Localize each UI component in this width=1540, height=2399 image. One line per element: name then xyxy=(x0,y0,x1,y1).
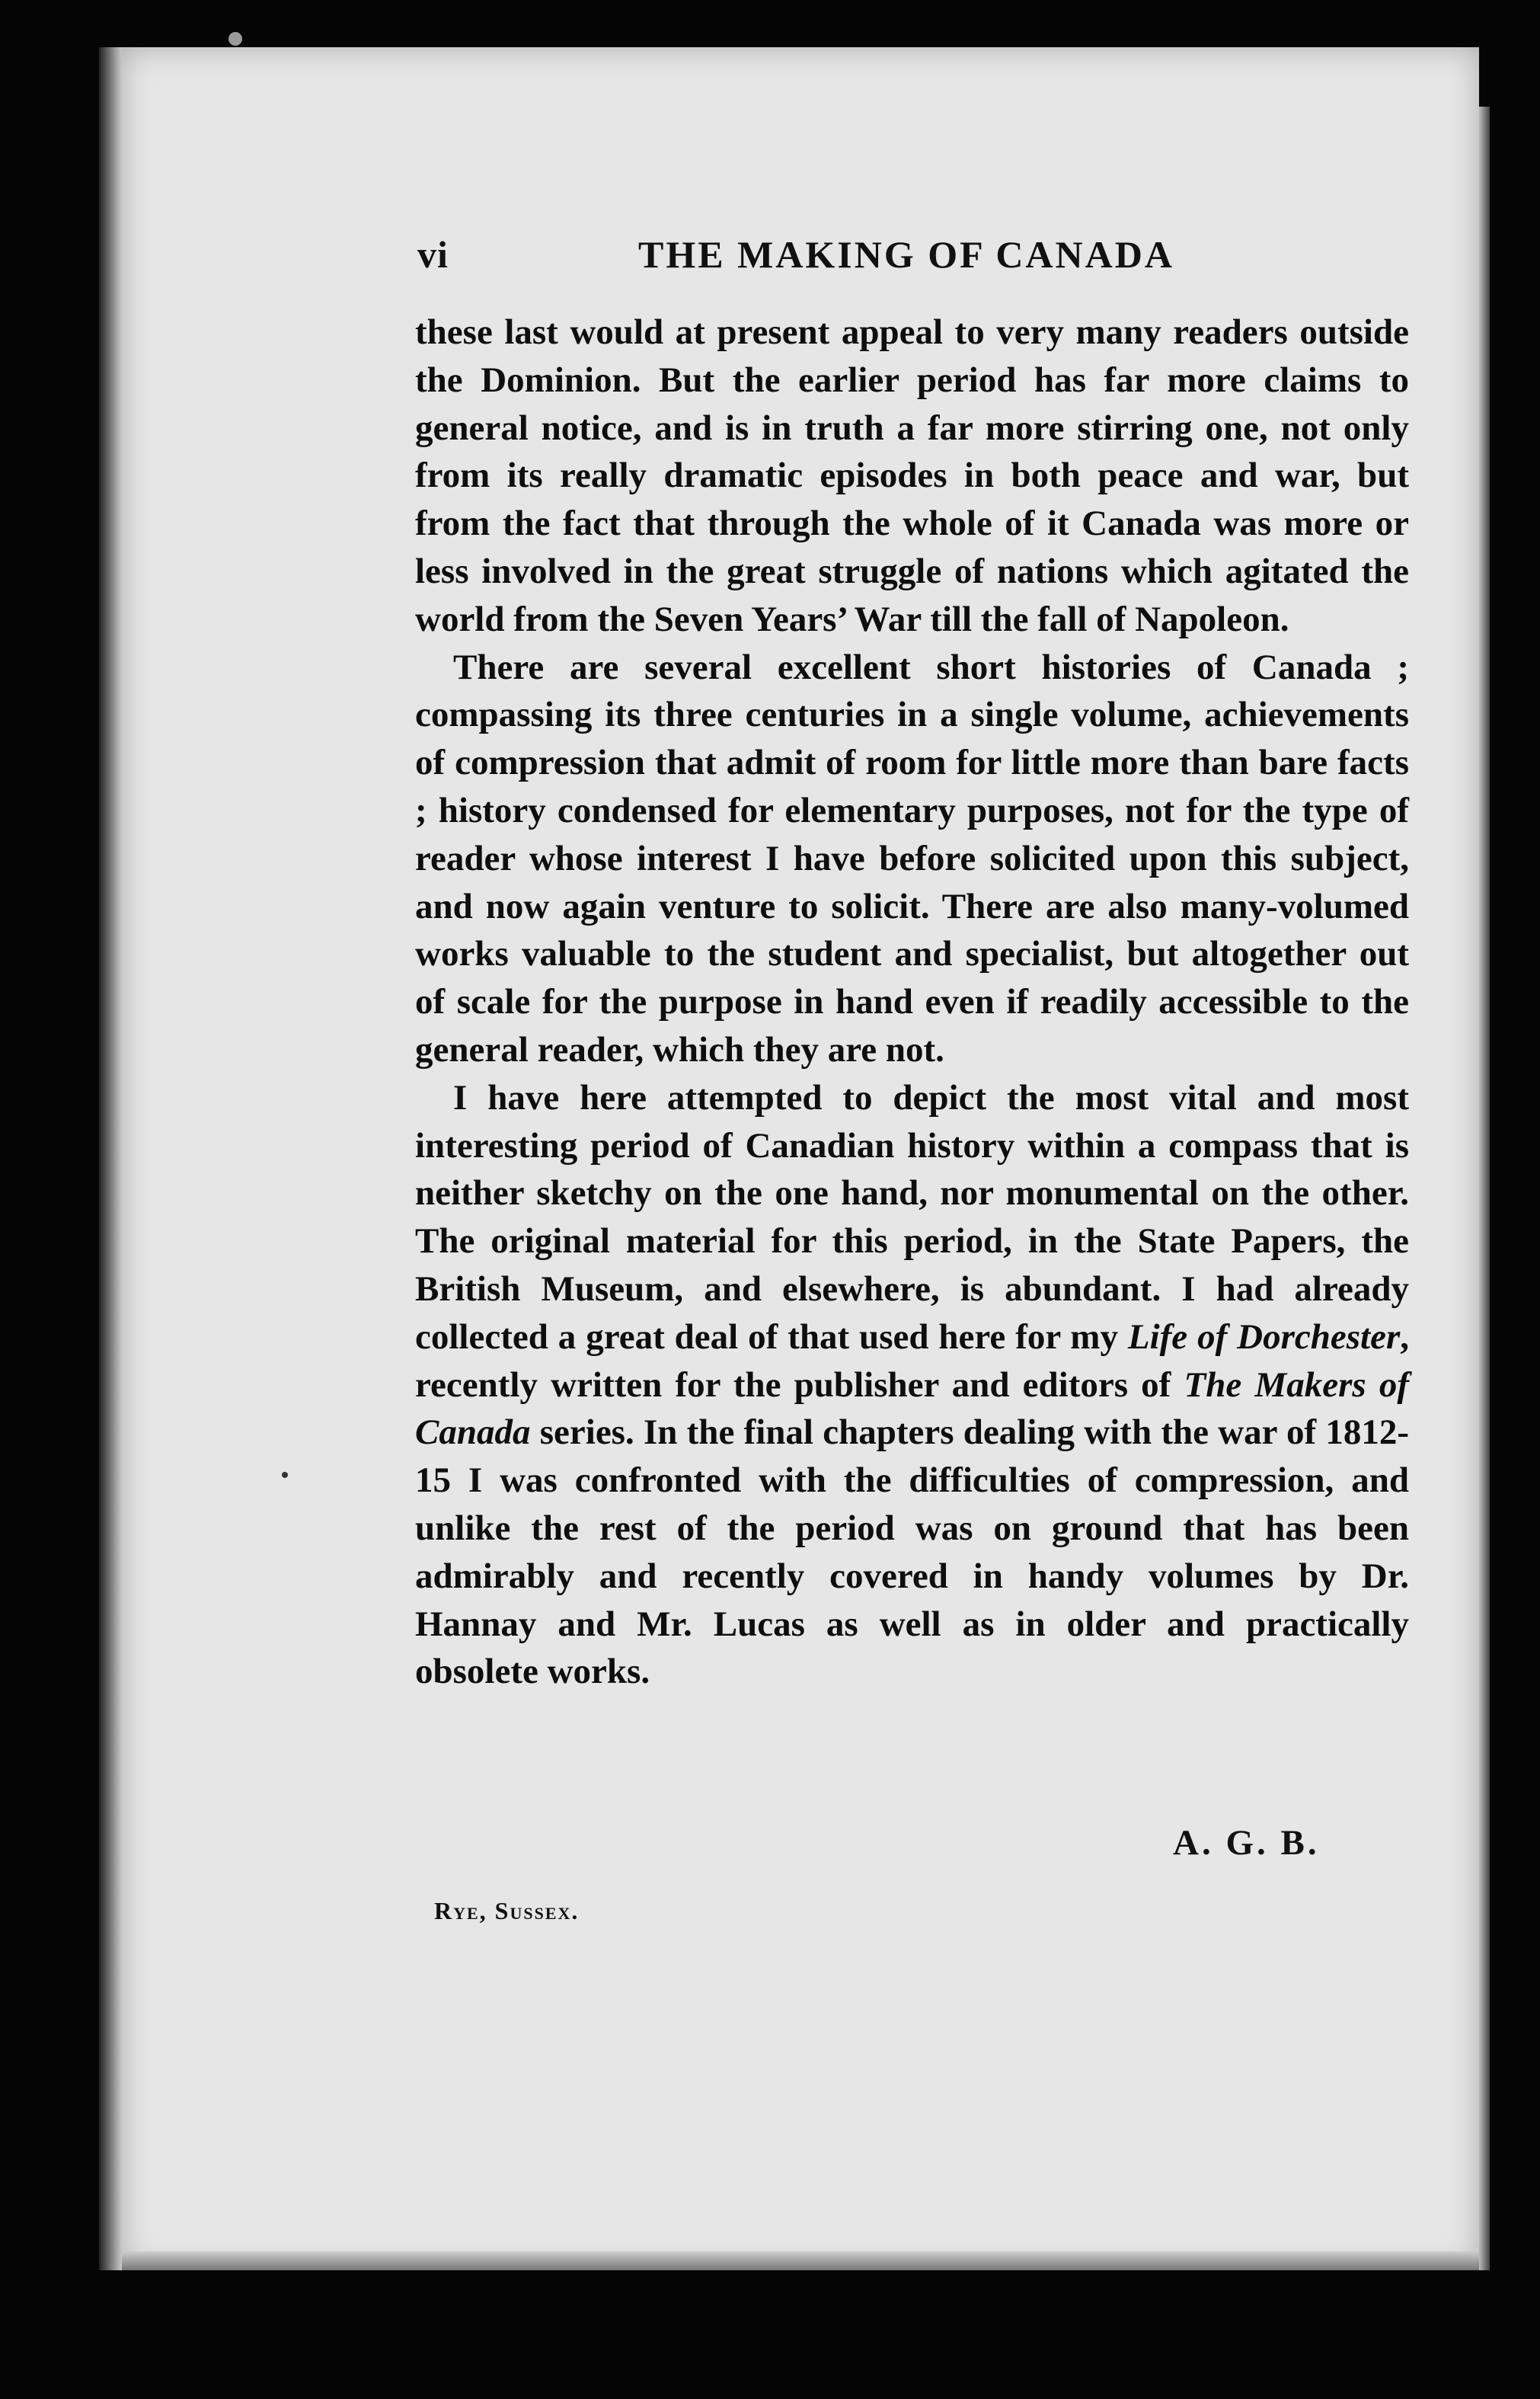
paragraph xyxy=(415,1074,1409,1696)
text-run: I have here attempted to depict the most vital and most interesting period of Canadian history within a compass that is neither sketchy on the one hand, nor monumental on the other. The original material for this period, in the State Papers, the British Museum, and elsewhere, is abundant. I had already collected a great deal of that used here for my xyxy=(415,1077,1409,1357)
page-blemish xyxy=(282,1472,288,1478)
author-initials: A. G. B. xyxy=(1173,1823,1320,1863)
body-text xyxy=(415,309,1409,1696)
text-run: series. In the final chapters dealing with the war of 1812-15 I was confronted with the difficulties of compression, and unlike the rest of the period was on ground that has been admirably and recently covered in handy volumes by Dr. Hannay and Mr. Lucas as well as in older and practically obsolete works. xyxy=(415,1412,1409,1692)
book-gutter xyxy=(99,47,122,2270)
paragraph xyxy=(415,309,1409,644)
page-bottom-edge xyxy=(122,2251,1479,2270)
running-title: THE MAKING OF CANADA xyxy=(638,233,1174,276)
page-number: vi xyxy=(417,233,449,276)
running-head xyxy=(417,232,1407,293)
text-run: There are several excellent short histories of Canada ; compassing its three centuries in a single volume, achievements of compression that admit of room for little more than bare facts ; history condensed for elementary purposes, not for the type of reader whose interest I have before solicited upon this subject, and now again venture to solicit. There are also many-volumed works valuable to the student and specialist, but altogether out of scale for the purpose in hand even if readily accessible to the general reader, which they are not. xyxy=(415,647,1409,1070)
page-blemish xyxy=(228,32,242,46)
page-right-edge xyxy=(1479,107,1490,2270)
text-run: , recently written for the publisher and editors of xyxy=(415,1316,1409,1405)
italic-title: Life of Dorchester xyxy=(1127,1316,1401,1357)
place-line: Rye, Sussex. xyxy=(434,1897,580,1924)
text-run: these last would at present appeal to very many readers outside the Dominion. But the earlier period has far more claims to general notice, and is in truth a far more stirring one, not only from its really dramatic episodes in both peace and war, but from the fact that through the whole of it Canada was more or less involved in the great struggle of nations which agitated the world from the Seven Years’ War till the fall of Napoleon. xyxy=(415,312,1409,639)
paragraph xyxy=(415,644,1409,1074)
italic-title: The Makers of Canada xyxy=(415,1364,1409,1453)
